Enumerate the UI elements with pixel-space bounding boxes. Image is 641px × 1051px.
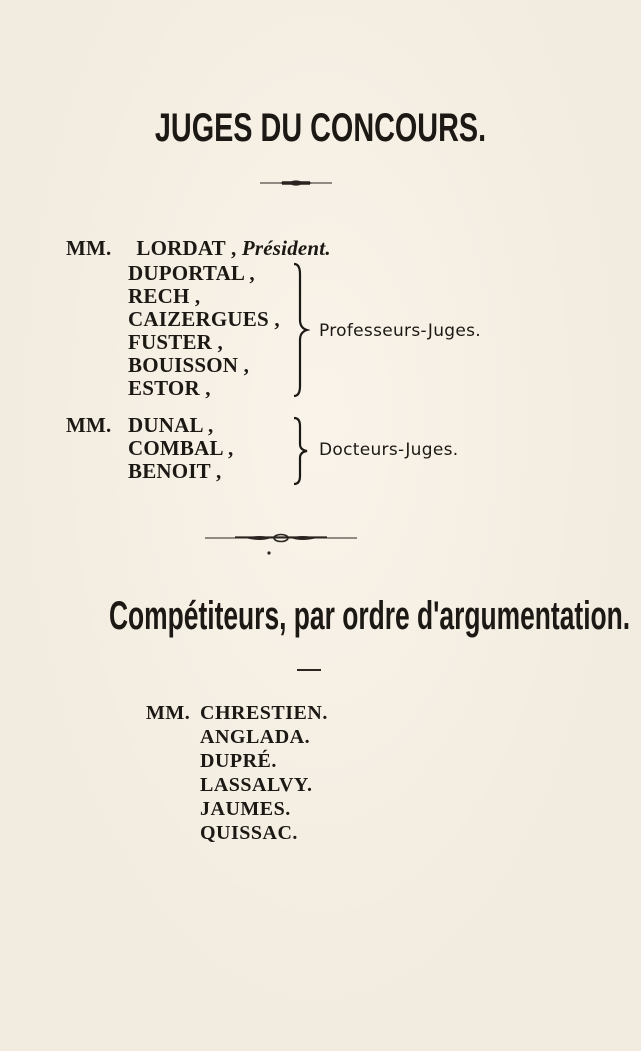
competitor-name: CHRESTIEN. xyxy=(200,702,328,724)
doctor-name: COMBAL , xyxy=(128,436,234,460)
competitor-name: LASSALVY. xyxy=(200,774,313,796)
competitor-name: JAUMES. xyxy=(200,798,291,820)
competitors-heading: Compétiteurs, par ordre d'argumentation. xyxy=(108,594,631,638)
professor-name: ESTOR , xyxy=(128,376,211,400)
professor-name: DUPORTAL , xyxy=(128,261,255,285)
president-name: LORDAT , xyxy=(136,236,237,260)
president-line xyxy=(66,237,331,259)
doctors-label: Docteurs-Juges. xyxy=(319,440,459,460)
top-ornament-divider xyxy=(260,179,332,187)
doctor-name: DUNAL , xyxy=(128,413,214,437)
professors-label: Professeurs-Juges. xyxy=(319,321,481,341)
competitor-name: ANGLADA. xyxy=(200,726,311,748)
competitors-prefix: MM. xyxy=(146,702,191,724)
professor-name: FUSTER , xyxy=(128,330,223,354)
middle-ornament-divider xyxy=(205,530,357,558)
professor-name: RECH , xyxy=(128,284,201,308)
doctors-brace-icon xyxy=(292,416,310,491)
professor-name: CAIZERGUES , xyxy=(128,307,280,331)
doctors-prefix: MM. xyxy=(66,413,112,437)
professors-brace-icon xyxy=(292,262,310,403)
professor-name: BOUISSON , xyxy=(128,353,250,377)
short-divider xyxy=(297,669,321,671)
president-prefix: MM. xyxy=(66,236,112,260)
doctor-name: BENOIT , xyxy=(128,459,222,483)
competitor-name: DUPRÉ. xyxy=(200,750,277,772)
president-role: Président. xyxy=(241,236,331,260)
page-title: JUGES DU CONCOURS. xyxy=(154,106,487,150)
competitor-name: QUISSAC. xyxy=(200,822,298,844)
